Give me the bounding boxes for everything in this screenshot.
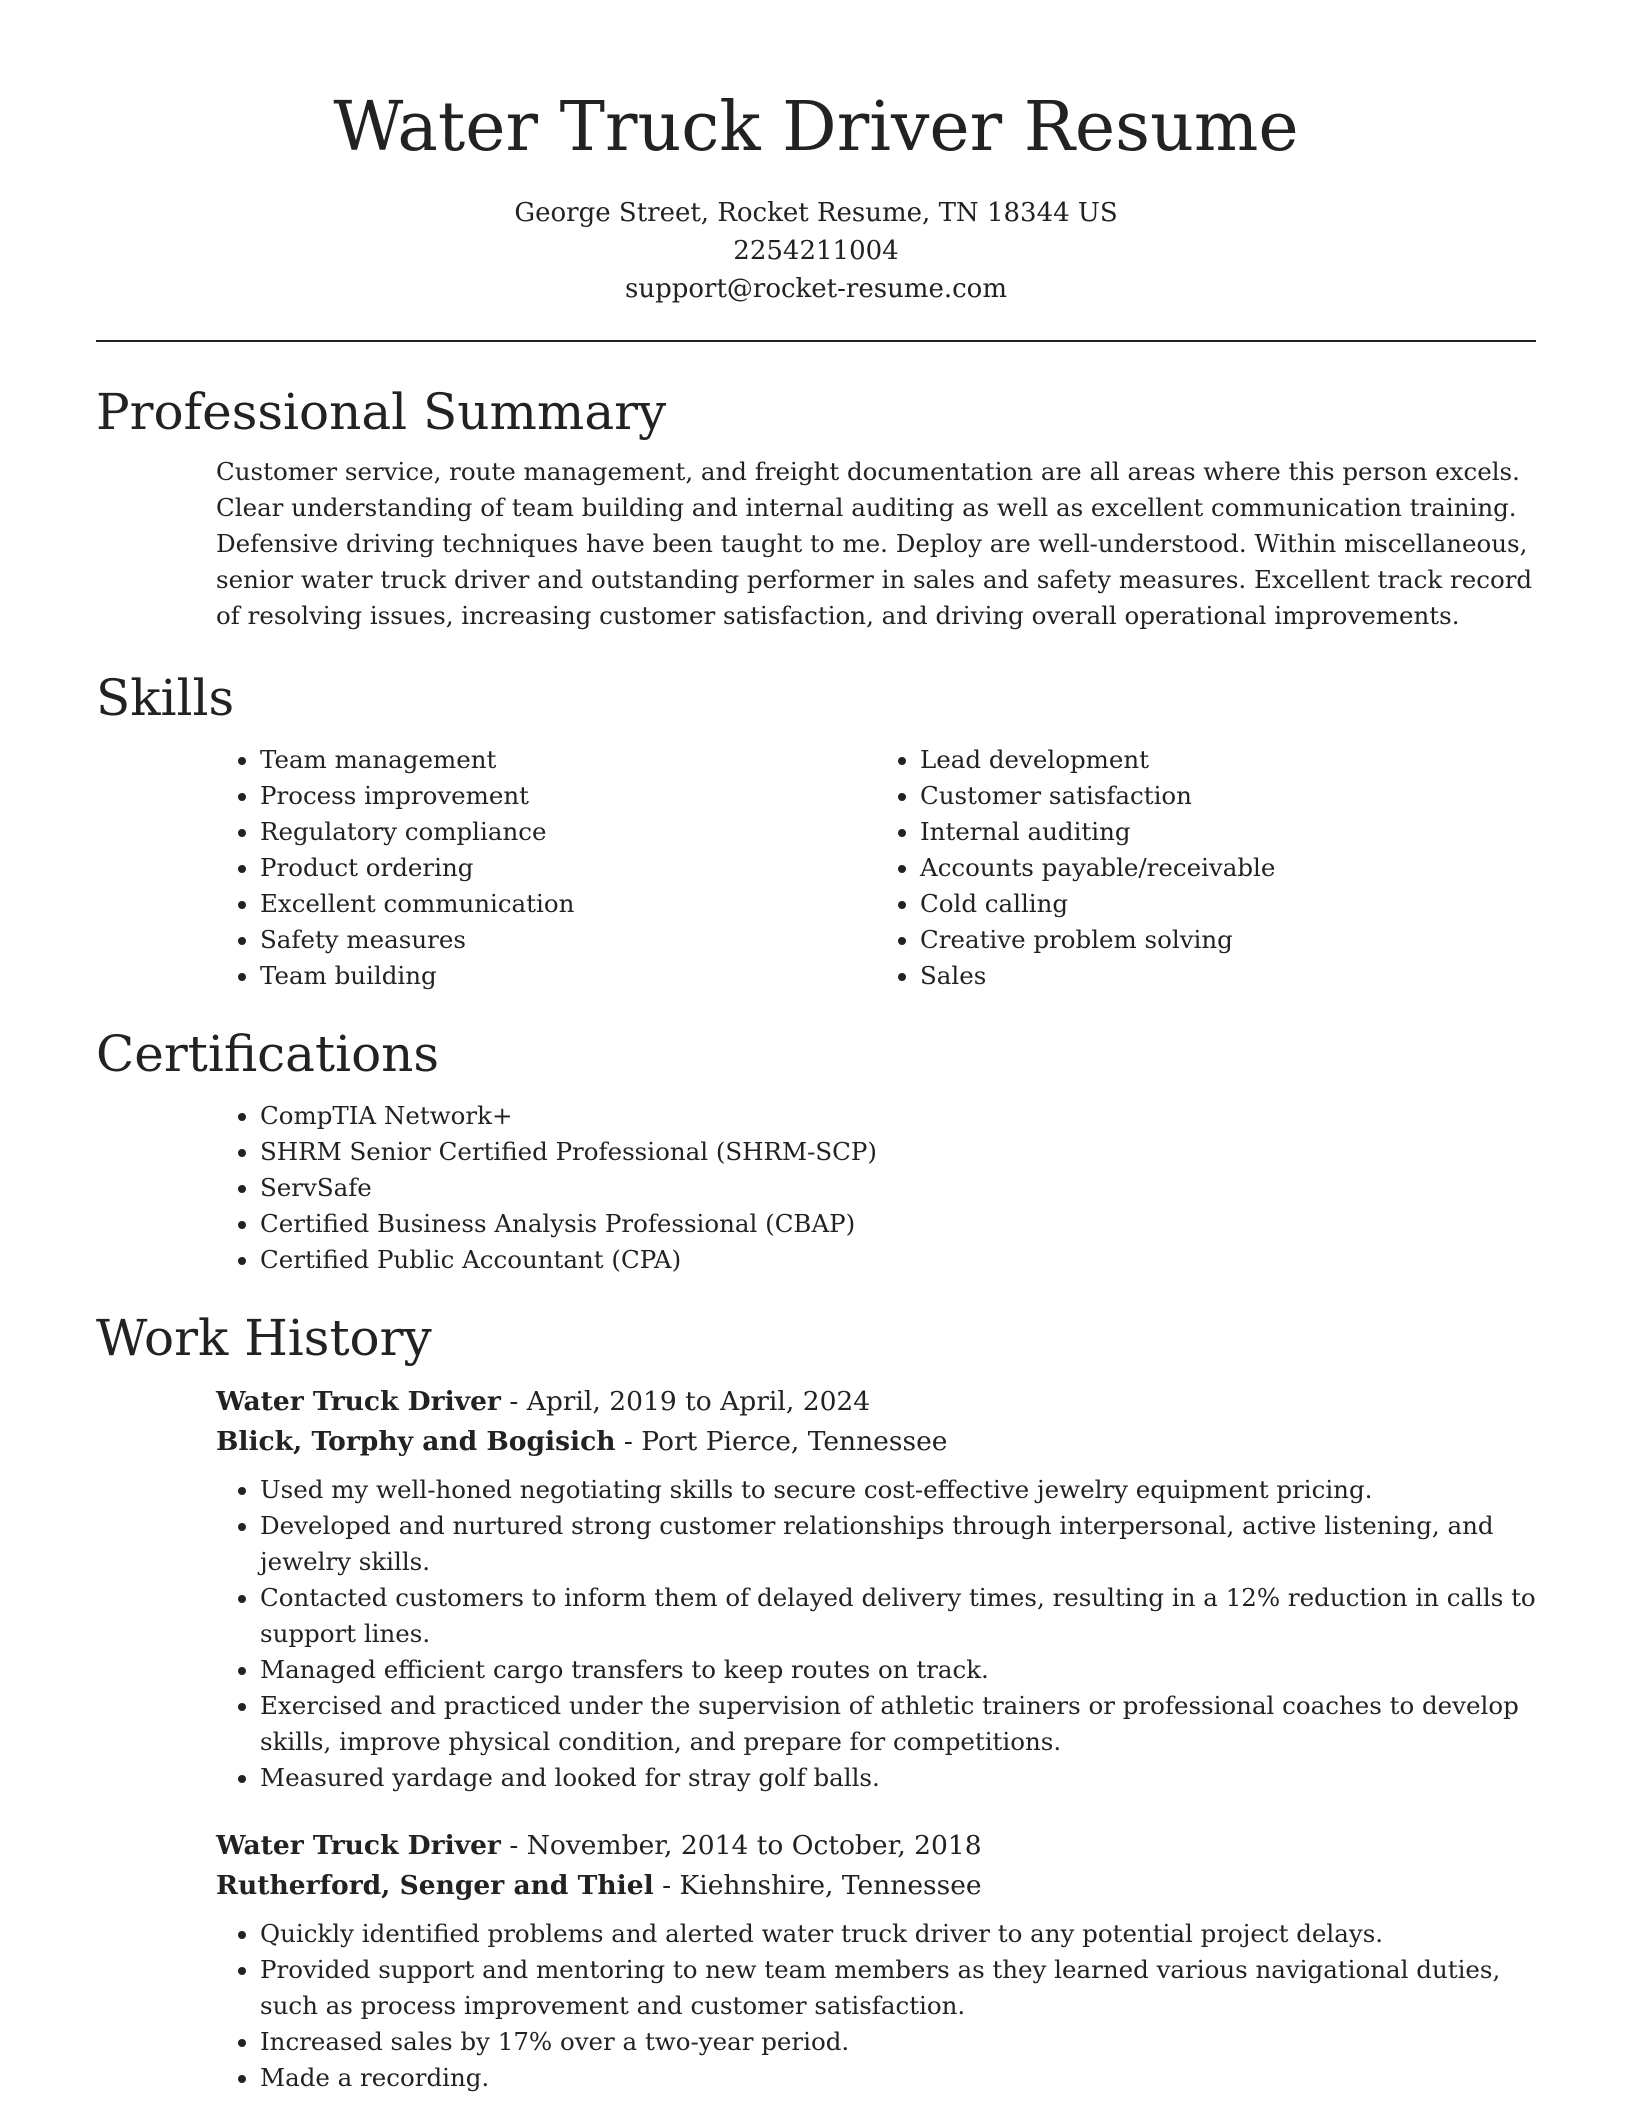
skill-item: • Team management xyxy=(260,742,876,778)
certification-item: • CompTIA Network+ xyxy=(260,1098,1536,1134)
job-dates: - November, 2014 to October, 2018 xyxy=(500,1830,982,1861)
certifications-list xyxy=(216,1098,1536,1278)
job-entry xyxy=(96,1382,1536,1796)
summary-heading: Professional Summary xyxy=(96,383,667,441)
skill-item: • Safety measures xyxy=(260,922,876,958)
job-role-line xyxy=(216,1826,1536,1866)
job-bullet: • Contacted customers to inform them of delayed delivery times, resulting in a 12% reduction in calls to support lines. xyxy=(260,1580,1536,1652)
job-bullet: • Developed and nurtured strong customer relationships through interpersonal, active listening, and jewelry skills. xyxy=(260,1508,1536,1580)
job-company-line xyxy=(216,1866,1536,1906)
certifications-heading: Certifications xyxy=(96,1025,440,1083)
job-role: Water Truck Driver xyxy=(216,1830,501,1861)
skill-item: • Customer satisfaction xyxy=(920,778,1536,814)
certification-item: • ServSafe xyxy=(260,1170,1536,1206)
skill-item: • Accounts payable/receivable xyxy=(920,850,1536,886)
job-location: - Port Pierce, Tennessee xyxy=(615,1426,948,1457)
address: George Street, Rocket Resume, TN 18344 US xyxy=(514,198,1118,228)
certification-item: • Certified Public Accountant (CPA) xyxy=(260,1242,1536,1278)
job-bullets xyxy=(216,1472,1536,1796)
skills-list-left xyxy=(216,742,876,994)
summary-section xyxy=(96,382,1536,634)
job-company-line xyxy=(216,1422,1536,1462)
skills-list-right xyxy=(876,742,1536,994)
job-bullet: • Measured yardage and looked for stray golf balls. xyxy=(260,1760,1536,1796)
skill-item: • Lead development xyxy=(920,742,1536,778)
summary-text: Customer service, route management, and freight documentation are all areas where this person excels. Clear understanding of team building and internal auditing as well as excellent communication training. Defensive driving techniques have been taught to me. Deploy are well-understood. Within miscellaneous, senior water truck driver and outstanding performer in sales and safety measures. Excellent track record of resolving issues, increasing customer satisfaction, and driving overall operational improvements. xyxy=(216,457,1533,630)
skills-heading: Skills xyxy=(96,669,235,727)
job-dates: - April, 2019 to April, 2024 xyxy=(500,1386,871,1417)
resume-header xyxy=(0,0,1632,308)
job-company: Rutherford, Senger and Thiel xyxy=(216,1870,654,1901)
job-entry xyxy=(96,1826,1536,2096)
job-role: Water Truck Driver xyxy=(216,1386,501,1417)
skills-columns xyxy=(216,742,1536,994)
skill-item: • Product ordering xyxy=(260,850,876,886)
skill-item: • Regulatory compliance xyxy=(260,814,876,850)
certifications-section xyxy=(96,1024,1536,1278)
skill-item: • Cold calling xyxy=(920,886,1536,922)
job-location: - Kiehnshire, Tennessee xyxy=(653,1870,982,1901)
skill-item: • Process improvement xyxy=(260,778,876,814)
email: support@rocket-resume.com xyxy=(624,274,1007,304)
job-bullet: • Provided support and mentoring to new team members as they learned various navigational duties, such as process improvement and customer satisfaction. xyxy=(260,1952,1536,2024)
job-bullet: • Quickly identified problems and alerted water truck driver to any potential project delays. xyxy=(260,1916,1536,1952)
job-bullet: • Made a recording. xyxy=(260,2060,1536,2096)
skill-item: • Internal auditing xyxy=(920,814,1536,850)
work-history-section xyxy=(96,1308,1536,2096)
phone: 2254211004 xyxy=(733,236,899,266)
job-bullets xyxy=(216,1916,1536,2096)
job-company: Blick, Torphy and Bogisich xyxy=(216,1426,616,1457)
header-divider xyxy=(96,340,1536,342)
work-history-heading: Work History xyxy=(96,1309,432,1367)
skills-section xyxy=(96,668,1536,994)
job-bullet: • Managed efficient cargo transfers to keep routes on track. xyxy=(260,1652,1536,1688)
skill-item: • Excellent communication xyxy=(260,886,876,922)
contact-info xyxy=(0,194,1632,308)
job-role-line xyxy=(216,1382,1536,1422)
skill-item: • Sales xyxy=(920,958,1536,994)
skill-item: • Creative problem solving xyxy=(920,922,1536,958)
job-bullet: • Increased sales by 17% over a two-year period. xyxy=(260,2024,1536,2060)
skill-item: • Team building xyxy=(260,958,876,994)
certification-item: • SHRM Senior Certified Professional (SHRM-SCP) xyxy=(260,1134,1536,1170)
certification-item: • Certified Business Analysis Professional (CBAP) xyxy=(260,1206,1536,1242)
resume-title: Water Truck Driver Resume xyxy=(333,88,1299,167)
job-bullet: • Used my well-honed negotiating skills to secure cost-effective jewelry equipment pricing. xyxy=(260,1472,1536,1508)
job-bullet: • Exercised and practiced under the supervision of athletic trainers or professional coaches to develop skills, improve physical condition, and prepare for competitions. xyxy=(260,1688,1536,1760)
